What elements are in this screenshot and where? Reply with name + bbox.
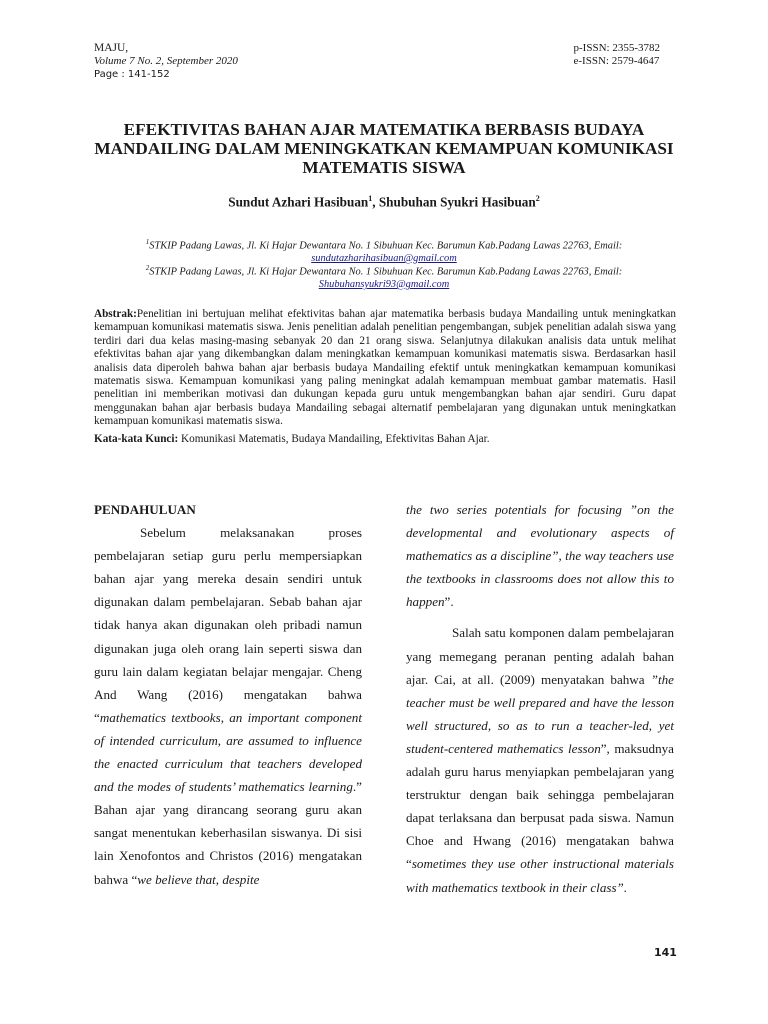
- paragraph-gap: [406, 613, 674, 621]
- author-name: Sundut Azhari Hasibuan: [228, 194, 369, 210]
- abstract-text: Penelitian ini bertujuan melihat efektivitas bahan ajar matematika berbasis budaya Mandailing untuk meningkatkan kemampuan komunikasi matematis siswa. Jenis penelitian adalah penelitian pengembangan, subjek penelitian adalah siswa yang terdiri dari dua kelas masing-masing sebanyak 20 dan 21 orang siswa. Selanjutnya dilakukan analisis data untuk melihat efektivitas bahan ajar yang dikembangkan dalam meningkatkan kemampuan komunikasi matematis siswa. Berdasarkan hasil analisis data diperoleh bahwa bahan ajar berbasis budaya Mandailing efektif untuk meningkatkan kemampuan komunikasi matematis siswa. Kemampuan komunikasi yang paling meningkat adalah kemampuan membuat gambar matematis. Hasil penelitian ini memberikan motivasi dan dukungan kepada guru untuk mengembangkan bahan ajar sendiri. Guru dapat menggunakan bahan ajar berbasis budaya Mandailing sebagai alternatif pembelajaran yang digunakan untuk meningkatkan kemampuan komunikasi matematis siswa.: [94, 308, 676, 428]
- electronic-issn: e-ISSN: 2579-4647: [573, 55, 660, 67]
- author-separator: ,: [372, 194, 379, 210]
- quotation: sometimes they use other instructional materials with mathematics textbook in their class”.: [406, 856, 674, 895]
- quotation: the two series potentials for focusing ”on the developmental and evolutionary aspects of mathematics as a discipline”, the way teachers use the textbooks in classrooms does not allow this to happen: [406, 502, 674, 610]
- affiliation-2: [94, 262, 674, 291]
- quotation: we believe that, despite: [137, 871, 260, 887]
- journal-name: MAJU,: [94, 42, 129, 54]
- quotation: ”the teacher must be well prepared and have the lesson well structured, so as to run a teacher-led, yet student-centered mathematics lesson: [406, 671, 674, 756]
- quotation: mathematics textbooks, an important component of intended curriculum, are assumed to influence the enacted curriculum that teachers developed and the modes of students’ mathematics learning: [94, 709, 362, 795]
- author-affiliation-marker: 2: [535, 194, 540, 203]
- abstract: [94, 308, 676, 429]
- page-range: Page : 141-152: [94, 69, 170, 80]
- author-affiliation-marker: 1: [368, 194, 373, 203]
- left-column: [94, 498, 362, 891]
- body-text: Sebelum melaksanakan proses pembelajaran setiap guru perlu mempersiapkan bahan ajar yang mereka desain sendiri untuk digunakan dalam pembelajaran. Sebab bahan ajar tidak hanya akan digunakan oleh pribadi namun digunakan juga oleh orang lain seperti siswa dan guru lain dalam kegiatan belajar mengajar. Cheng And Wang (2016) mengatakan bahwa “: [94, 525, 362, 725]
- running-header-right: [574, 42, 660, 68]
- abstract-label: Abstrak:: [94, 308, 137, 320]
- keywords-text: Komunikasi Matematis, Budaya Mandailing, Efektivitas Bahan Ajar.: [178, 433, 490, 445]
- body-text: Salah satu komponen dalam pembelajaran yang memegang peranan penting adalah bahan ajar. Cai, at all. (2009) menyatakan bahwa: [406, 625, 674, 687]
- body-text: ”.: [444, 594, 454, 610]
- keywords-label: Kata-kata Kunci:: [94, 433, 179, 445]
- print-issn: p-ISSN: 2355-3782: [573, 42, 660, 54]
- section-heading: PENDAHULUAN: [94, 502, 196, 517]
- volume-info: Volume 7 No. 2, September 2020: [94, 55, 238, 67]
- keywords: [94, 433, 676, 445]
- body-text: ”, maksudnya adalah guru harus menyiapkan pembelajaran yang terstruktur dengan baik sehingga pembelajaran dapat terlaksana dan berpusat pada siswa. Namun Choe and Hwang (2016) mengatakan bahwa “: [406, 740, 674, 872]
- body-paragraph: [406, 621, 674, 898]
- author-email-link[interactable]: sundutazharihasibuan@gmail.com: [311, 252, 457, 264]
- affiliation-text: STKIP Padang Lawas, Jl. Ki Hajar Dewantara No. 1 Sibuhuan Kec. Barumun Kab.Padang Lawas 22763, Email:: [149, 240, 623, 252]
- body-paragraph: [94, 521, 362, 891]
- author-list: [94, 194, 674, 210]
- right-column: [406, 498, 674, 899]
- body-text: .” Bahan ajar yang dirancang seorang guru akan sangat menentukan keberhasilan siswanya. Di sisi lain Xenofontos and Christos (2016) mengatakan bahwa “: [94, 779, 362, 887]
- body-paragraph: [406, 498, 674, 613]
- author-email-link[interactable]: Shubuhansyukri93@gmail.com: [318, 278, 450, 290]
- paper-title: EFEKTIVITAS BAHAN AJAR MATEMATIKA BERBASIS BUDAYA MANDAILING DALAM MENINGKATKAN KEMAMPUAN KOMUNIKASI MATEMATIS SISWA: [94, 120, 674, 177]
- affiliation-marker: 2: [145, 264, 150, 272]
- page-number: 141: [654, 946, 677, 959]
- affiliation-text: STKIP Padang Lawas, Jl. Ki Hajar Dewantara No. 1 Sibuhuan Kec. Barumun Kab.Padang Lawas 22763, Email:: [149, 266, 623, 278]
- affiliation-marker: 1: [145, 238, 150, 246]
- author-name: Shubuhan Syukri Hasibuan: [378, 194, 536, 210]
- running-header-left: [94, 42, 238, 81]
